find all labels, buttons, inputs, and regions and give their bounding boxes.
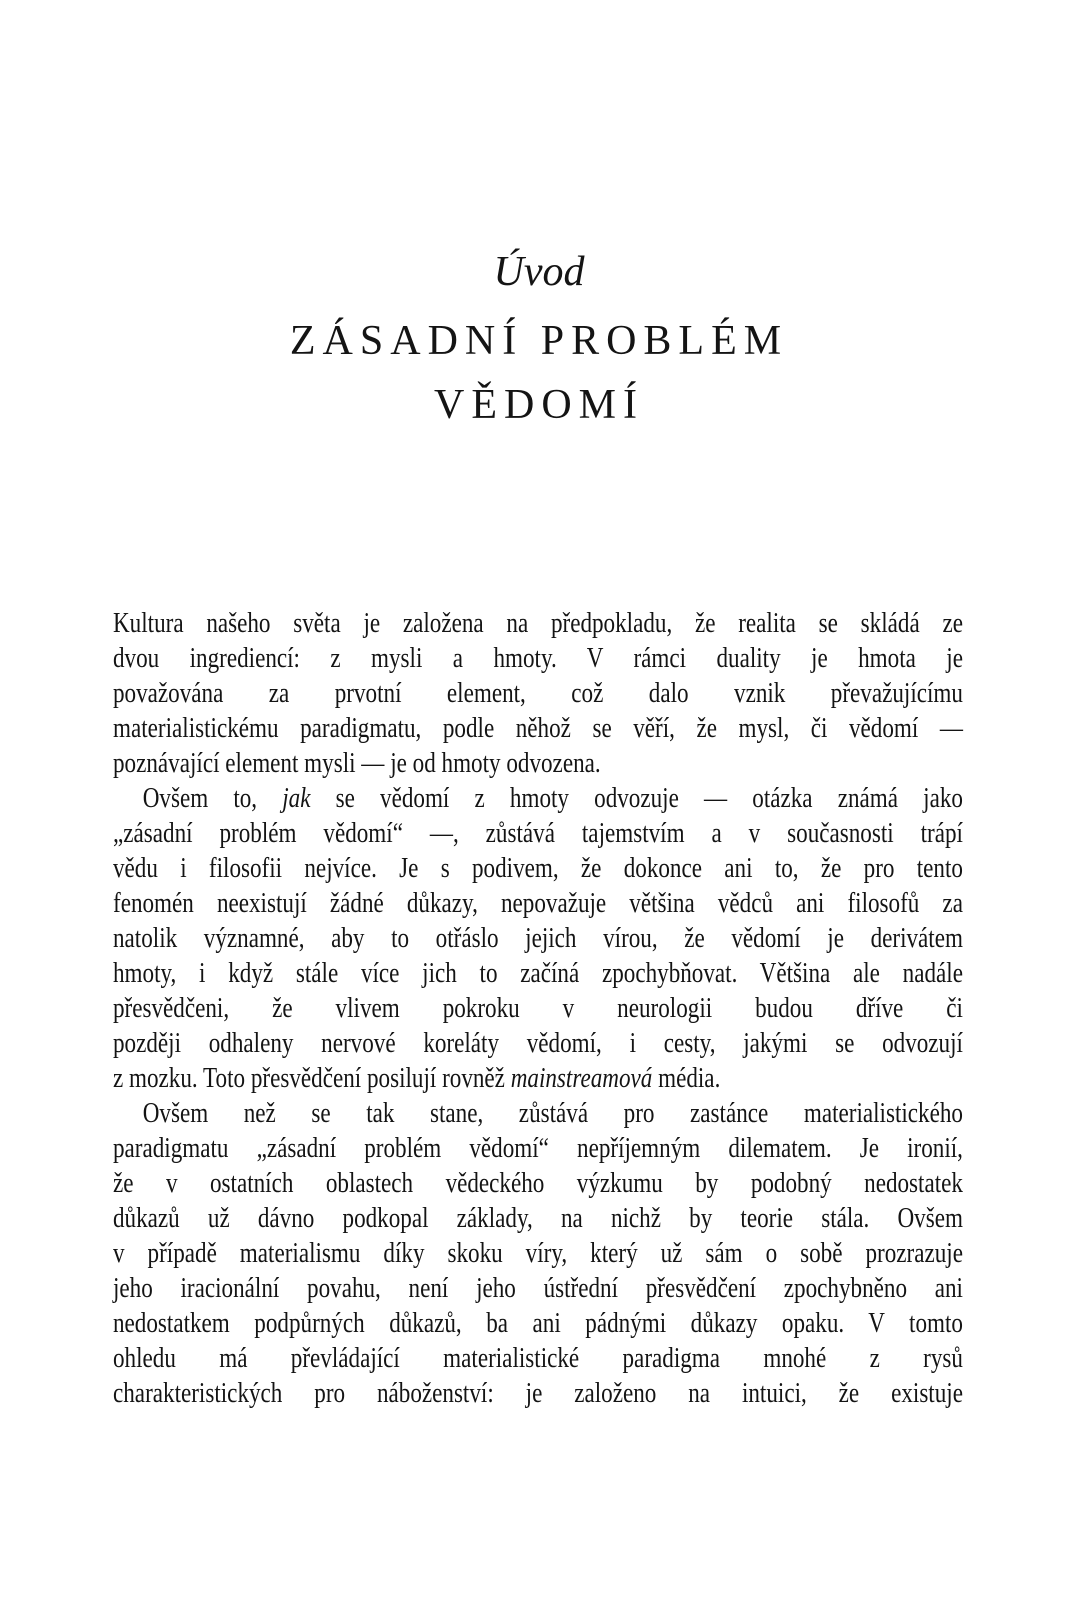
text-run: „zásadní problém vědomí“ —, zůstává tajemstvím a v současnosti trápí bbox=[113, 818, 963, 849]
text-run: důkazů už dávno podkopal základy, na nichž by teorie stála. Ovšem bbox=[113, 1203, 963, 1234]
text-run: Kultura našeho světa je založena na předpokladu, že realita se skládá ze bbox=[113, 608, 963, 639]
chapter-title-line-1: ZÁSADNÍ PROBLÉM bbox=[289, 318, 789, 364]
text-line bbox=[113, 1061, 963, 1096]
text-line bbox=[113, 711, 963, 746]
text-line bbox=[113, 1271, 963, 1306]
text-run: charakteristických pro náboženství: je založeno na intuici, že existuje bbox=[113, 1378, 963, 1409]
text-line bbox=[113, 1376, 963, 1411]
text-run: později odhaleny nervové koreláty vědomí, i cesty, jakými se odvozují bbox=[113, 1028, 963, 1059]
paragraph bbox=[113, 606, 963, 781]
chapter-pretitle: Úvod bbox=[493, 249, 585, 295]
text-run: paradigmatu „zásadní problém vědomí“ nepříjemným dilematem. Je ironií, bbox=[113, 1133, 963, 1164]
text-run: ohledu má převládající materialistické paradigma mnohé z rysů bbox=[113, 1343, 963, 1374]
text-run: fenomén neexistují žádné důkazy, nepovažuje většina vědců ani filosofů za bbox=[113, 888, 963, 919]
text-run: se vědomí z hmoty odvozuje — otázka známá jako bbox=[310, 783, 963, 814]
italic-text-run: mainstreamová bbox=[510, 1063, 653, 1094]
text-line bbox=[113, 1026, 963, 1061]
text-line bbox=[113, 816, 963, 851]
text-run: nedostatkem podpůrných důkazů, ba ani pádnými důkazy opaku. V tomto bbox=[113, 1308, 963, 1339]
text-run: Ovšem než se tak stane, zůstává pro zastánce materialistického bbox=[142, 1098, 963, 1129]
text-line bbox=[113, 641, 963, 676]
text-line bbox=[113, 956, 963, 991]
text-run: materialistickému paradigmatu, podle něhož se věří, že mysl, či vědomí — bbox=[113, 713, 963, 744]
text-run: vědu i filosofii nejvíce. Je s podivem, že dokonce ani to, že pro tento bbox=[113, 853, 963, 884]
text-line bbox=[113, 1306, 963, 1341]
text-line bbox=[113, 781, 963, 816]
text-line bbox=[113, 676, 963, 711]
text-line bbox=[113, 886, 963, 921]
paragraph bbox=[113, 781, 963, 1096]
text-run: média. bbox=[652, 1063, 721, 1094]
text-line bbox=[113, 1341, 963, 1376]
text-line bbox=[113, 606, 963, 641]
text-run: v případě materialismu díky skoku víry, který už sám o sobě prozrazuje bbox=[113, 1238, 963, 1269]
text-line bbox=[113, 991, 963, 1026]
text-run: z mozku. Toto přesvědčení posilují rovněž bbox=[113, 1063, 511, 1094]
text-line bbox=[113, 1201, 963, 1236]
text-run: Ovšem to, bbox=[142, 783, 283, 814]
text-line bbox=[113, 746, 963, 781]
text-line bbox=[113, 1236, 963, 1271]
text-line bbox=[113, 921, 963, 956]
text-run: hmoty, i když stále více jich to začíná zpochybňovat. Většina ale nadále bbox=[113, 958, 963, 989]
text-run: považována za prvotní element, což dalo vznik převažujícímu bbox=[113, 678, 963, 709]
paragraph bbox=[113, 1096, 963, 1411]
text-run: že v ostatních oblastech vědeckého výzkumu by podobný nedostatek bbox=[113, 1168, 963, 1199]
text-line bbox=[113, 1096, 963, 1131]
text-line bbox=[113, 1131, 963, 1166]
text-run: přesvědčeni, že vlivem pokroku v neurologii budou dříve či bbox=[113, 993, 963, 1024]
body-text bbox=[113, 606, 963, 1411]
text-line bbox=[113, 1166, 963, 1201]
text-run: natolik významné, aby to otřáslo jejich vírou, že vědomí je derivátem bbox=[113, 923, 963, 954]
text-run: dvou ingrediencí: z mysli a hmoty. V rámci duality je hmota je bbox=[113, 643, 963, 674]
text-run: jeho iracionální povahu, není jeho ústřední přesvědčení zpochybněno ani bbox=[113, 1273, 963, 1304]
text-run: poznávající element mysli — je od hmoty odvozena. bbox=[113, 748, 601, 779]
text-line bbox=[113, 851, 963, 886]
chapter-title-line-2: VĚDOMÍ bbox=[434, 382, 644, 428]
italic-text-run: jak bbox=[282, 783, 311, 814]
chapter-heading bbox=[0, 0, 1078, 428]
